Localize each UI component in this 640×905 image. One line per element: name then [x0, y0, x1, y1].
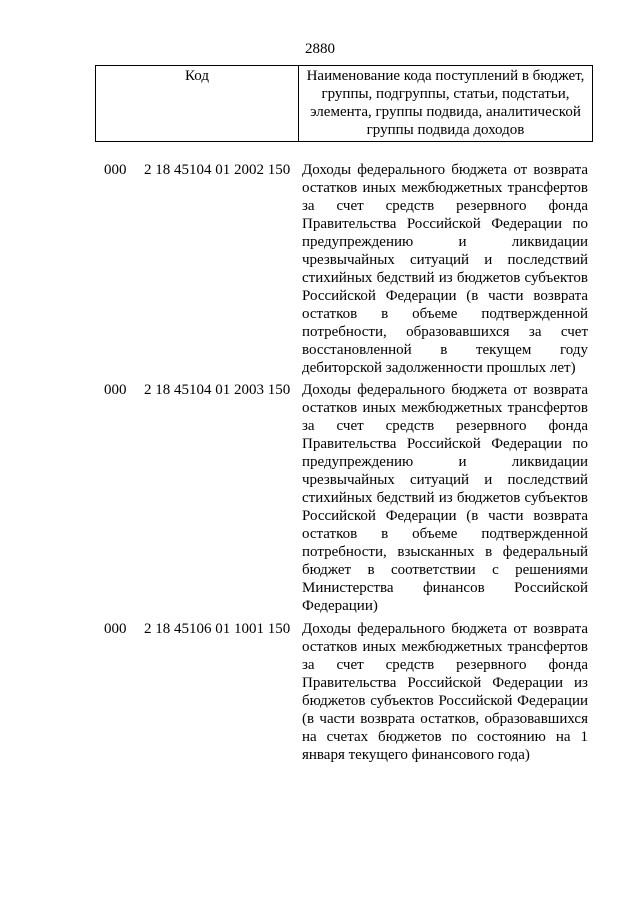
header-code-column: Код: [96, 66, 299, 141]
revenue-code: 2 18 45104 01 2002 150: [144, 162, 291, 178]
revenue-code: 2 18 45106 01 1001 150: [144, 621, 291, 637]
revenue-description: Доходы федерального бюджета от возврата остатков иных межбюджетных трансфертов за счет средств резервного фонда Правительства Российской Федерации по предупреждению и ликвидации чрезвычайных ситуаций и последствий стихийных бедствий из бюджетов субъектов Российской Федерации (в части возврата остатков в объеме подтвержденной потребности, образовавшихся за счет восстановленной в текущем году дебиторской задолженности прошлых лет): [302, 162, 588, 376]
revenue-description: Доходы федерального бюджета от возврата остатков иных межбюджетных трансфертов за счет средств резервного фонда Правительства Российской Федерации по предупреждению и ликвидации чрезвычайных ситуаций и последствий стихийных бедствий из бюджетов субъектов Российской Федерации (в части возврата остатков в объеме подтвержденной потребности, взысканных в федеральный бюджет в соответствии с решениями Министерства финансов Российской Федерации): [302, 382, 588, 614]
revenue-description: Доходы федерального бюджета от возврата остатков иных межбюджетных трансфертов за счет средств резервного фонда Правительства Российской Федерации из бюджетов субъектов Российской Федерации (в части возврата остатков, образовавшихся на счетах бюджетов по состоянию на 1 января текущего финансового года): [302, 621, 588, 763]
admin-code: 000: [104, 621, 127, 637]
page-number: 2880: [305, 41, 335, 57]
table-header: [95, 65, 593, 142]
admin-code: 000: [104, 162, 127, 178]
admin-code: 000: [104, 382, 127, 398]
header-name-column: Наименование кода поступлений в бюджет, группы, подгруппы, статьи, подстатьи, элемента, группы подвида, аналитической группы подвида доходов: [306, 68, 585, 138]
revenue-code: 2 18 45104 01 2003 150: [144, 382, 291, 398]
